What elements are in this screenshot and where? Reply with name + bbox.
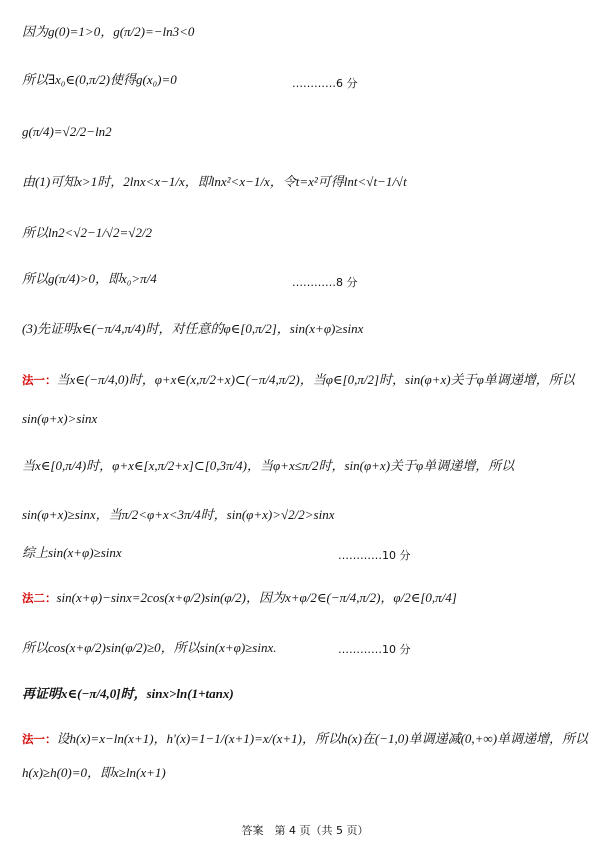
method-2-label: 法二： — [22, 591, 57, 605]
line-from-part-1: 由(1)可知x>1时，2lnx<x−1/x，即lnx²<x−1/x，令t=x²可得lnt<√t−1/√t — [22, 174, 407, 189]
score-6: …………6 分 — [292, 77, 358, 90]
line-part-3-claim: (3)先证明x∈(−π/4,π/4)时，对任意的φ∈[0,π/2]，sin(x+φ)≥sinx — [22, 321, 364, 336]
line-method-1-case-2: 当x∈[0,π/4)时，φ+x∈[x,π/2+x]⊂[0,3π/4)，当φ+x≤π/2时，sin(φ+x)关于φ单调递增，所以 — [22, 458, 515, 473]
method-1-h-label: 法一： — [22, 732, 57, 746]
method-1-h-text: 设h(x)=x−ln(x+1)，h'(x)=1−1/(x+1)=x/(x+1)，所以h(x)在(−1,0)单调递减(0,+∞)单调递增，所以 — [56, 731, 589, 746]
score-10-first: …………10 分 — [338, 549, 411, 562]
method-1-label: 法一： — [22, 373, 57, 387]
line-h-conclusion: h(x)≥h(0)=0，即x≥ln(x+1) — [22, 765, 166, 780]
line-summary: 综上sin(x+φ)≥sinx — [22, 545, 122, 560]
line-method-2-conclusion: 所以cos(x+φ/2)sin(φ/2)≥0，所以sin(x+φ)≥sinx. — [22, 640, 277, 655]
line-method-2 — [22, 590, 570, 606]
line-case-2-conclusion: sin(φ+x)≥sinx，当π/2<φ+x<3π/4时，sin(φ+x)>√2/2>sinx — [22, 507, 335, 522]
line-method-1-case-1 — [22, 372, 575, 388]
method-2-text: sin(x+φ)−sinx=2cos(x+φ/2)sin(φ/2)，因为x+φ/2∈(−π/4,π/2)，φ/2∈[0,π/4] — [56, 590, 457, 605]
method-1-case-1-text: 当x∈(−π/4,0)时，φ+x∈(x,π/2+x)⊂(−π/4,π/2)，当φ∈[0,π/2]时，sin(φ+x)关于φ单调递增，所以 — [56, 372, 575, 387]
line-ln2-bound: 所以ln2<√2−1/√2=√2/2 — [22, 225, 153, 240]
line-x0-greater-pi-over-4: 所以g(π/4)>0，即x₀>π/4 — [22, 271, 157, 286]
score-10-second: …………10 分 — [338, 643, 411, 656]
page-footer: 答案 第 4 页（共 5 页） — [241, 824, 369, 837]
line-g-pi-over-4: g(π/4)=√2/2−ln2 — [22, 124, 112, 139]
score-8: …………8 分 — [292, 276, 358, 289]
line-method-1-h — [22, 731, 589, 747]
line-g0-g-pi-over-2: 因为g(0)=1>0，g(π/2)=−ln3<0 — [22, 24, 195, 39]
line-second-claim: 再证明x∈(−π/4,0]时，sinx>ln(1+tanx) — [22, 686, 234, 701]
line-exists-x0: 所以∃x₀∈(0,π/2)使得g(x₀)=0 — [22, 72, 177, 87]
line-sin-greater: sin(φ+x)>sinx — [22, 411, 98, 426]
